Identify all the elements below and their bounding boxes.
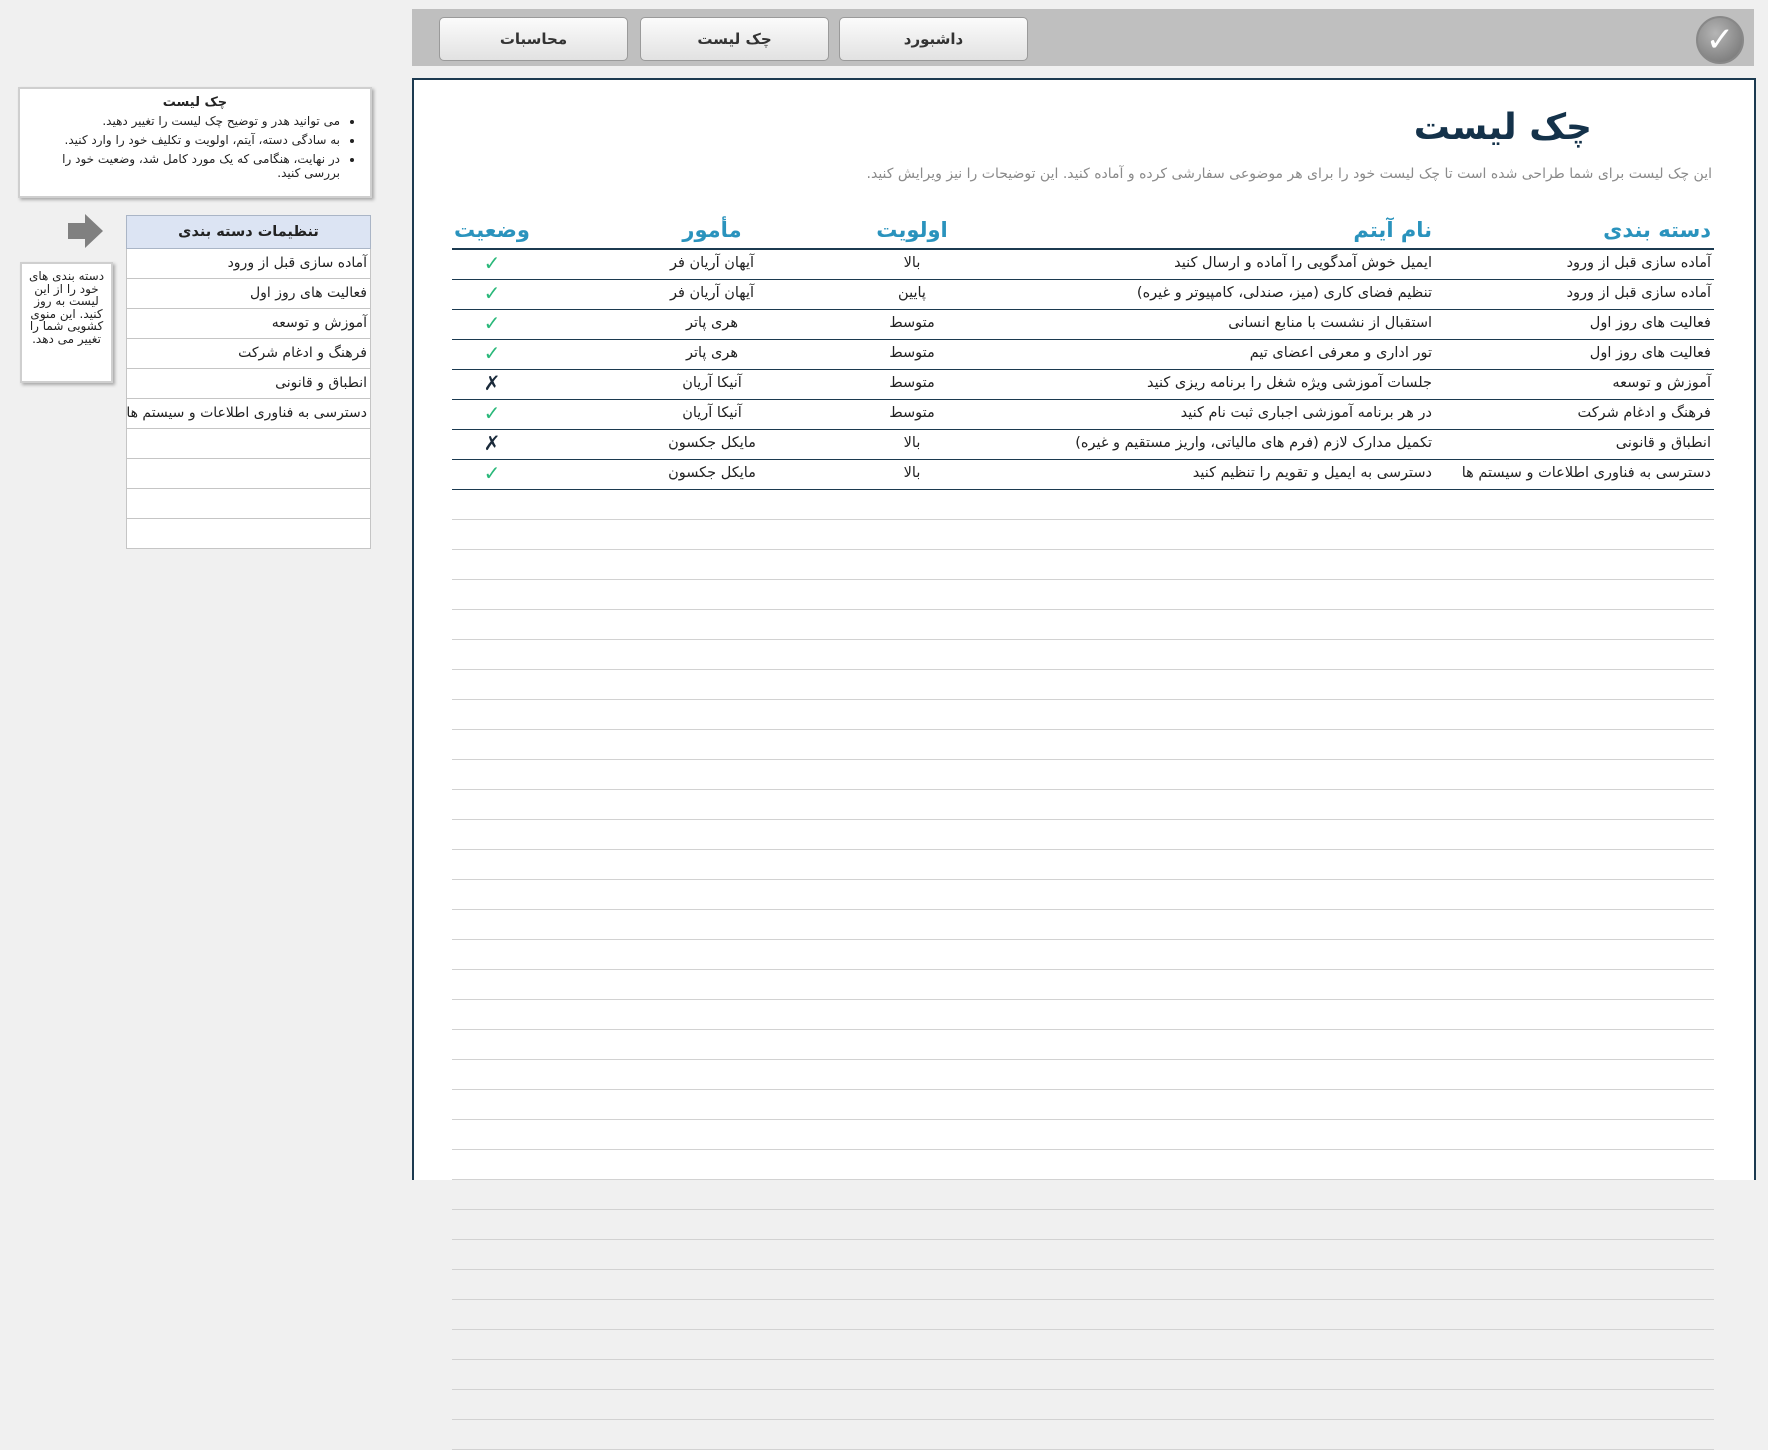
checklist-panel: [412, 78, 1756, 1180]
cell-owner[interactable]: آنیکا آریان: [682, 405, 742, 421]
cell-item[interactable]: تور اداری و معرفی اعضای تیم: [1249, 345, 1432, 361]
header-priority: اولویت: [876, 218, 948, 242]
cell-category[interactable]: آماده سازی قبل از ورود: [1566, 255, 1711, 271]
cell-owner[interactable]: مایکل جکسون: [668, 435, 756, 451]
cell-category[interactable]: آماده سازی قبل از ورود: [1566, 285, 1711, 301]
empty-row[interactable]: [452, 610, 1714, 640]
empty-row[interactable]: [452, 910, 1714, 940]
category-empty-item[interactable]: [126, 429, 371, 459]
cell-owner[interactable]: هری پاتر: [685, 315, 739, 331]
cell-category[interactable]: آموزش و توسعه: [1612, 375, 1711, 391]
empty-row[interactable]: [452, 550, 1714, 580]
checklist-button[interactable]: چک لیست: [640, 17, 829, 61]
empty-row[interactable]: [452, 1420, 1714, 1450]
category-note: دسته بندی های خود را از این لیست به روز کنید. این منوی کشویی شما را تغییر می دهد.: [20, 262, 113, 383]
check-icon[interactable]: ✓: [483, 251, 501, 275]
page-description: این چک لیست برای شما طراحی شده است تا چک لیست خود را برای هر موضوعی سفارشی کرده و آماده کنید. این توضیحات را نیز ویرایش کنید.: [866, 166, 1712, 182]
empty-row[interactable]: [452, 940, 1714, 970]
table-row[interactable]: [452, 310, 1714, 340]
empty-row[interactable]: [452, 880, 1714, 910]
category-empty-item[interactable]: [126, 459, 371, 489]
cell-item[interactable]: استقبال از نشست با منابع انسانی: [1228, 315, 1432, 331]
empty-row[interactable]: [452, 520, 1714, 550]
empty-row[interactable]: [452, 1060, 1714, 1090]
empty-row[interactable]: [452, 580, 1714, 610]
cell-item[interactable]: در هر برنامه آموزشی اجباری ثبت نام کنید: [1180, 405, 1432, 421]
cell-priority[interactable]: بالا: [903, 465, 921, 481]
table-row[interactable]: [452, 460, 1714, 490]
empty-row[interactable]: [452, 1030, 1714, 1060]
category-settings-title: تنظیمات دسته بندی: [126, 215, 371, 249]
check-icon[interactable]: ✓: [483, 401, 501, 425]
cell-priority[interactable]: پایین: [898, 285, 926, 301]
table-row[interactable]: [452, 370, 1714, 400]
category-empty-item[interactable]: [126, 489, 371, 519]
cell-priority[interactable]: متوسط: [889, 375, 935, 391]
category-empty-item[interactable]: [126, 519, 371, 549]
instruction-item: • در نهایت، هنگامی که یک مورد کامل شد، وضعیت خود را بررسی کنید.: [32, 152, 340, 180]
category-item[interactable]: آماده سازی قبل از ورود: [126, 249, 371, 279]
category-item[interactable]: فعالیت های روز اول: [126, 279, 371, 309]
cell-item[interactable]: تنظیم فضای کاری (میز، صندلی، کامپیوتر و غیره): [1136, 285, 1432, 301]
category-item[interactable]: انطباق و قانونی: [126, 369, 371, 399]
empty-row[interactable]: [452, 490, 1714, 520]
cell-priority[interactable]: بالا: [903, 435, 921, 451]
check-circle-icon: ✓: [1696, 16, 1744, 64]
check-icon[interactable]: ✓: [483, 461, 501, 485]
cell-priority[interactable]: متوسط: [889, 315, 935, 331]
instruction-item: • می توانید هدر و توضیح چک لیست را تغییر دهید.: [32, 114, 340, 128]
empty-row[interactable]: [452, 850, 1714, 880]
top-nav-bar: [412, 9, 1754, 66]
empty-row[interactable]: [452, 700, 1714, 730]
cell-category[interactable]: فعالیت های روز اول: [1589, 315, 1711, 331]
cell-item[interactable]: جلسات آموزشی ویژه شغل را برنامه ریزی کنید: [1146, 375, 1432, 391]
category-item[interactable]: آموزش و توسعه: [126, 309, 371, 339]
table-row[interactable]: [452, 430, 1714, 460]
cell-owner[interactable]: مایکل جکسون: [668, 465, 756, 481]
instructions-title: چک لیست: [162, 95, 228, 110]
empty-row[interactable]: [452, 730, 1714, 760]
empty-row[interactable]: [452, 1090, 1714, 1120]
page-title: چک لیست: [1413, 107, 1592, 148]
header-status: وضعیت: [453, 218, 530, 242]
cell-owner[interactable]: آنیکا آریان: [682, 375, 742, 391]
cell-category[interactable]: فرهنگ و ادغام شرکت: [1577, 405, 1711, 421]
table-row[interactable]: [452, 250, 1714, 280]
table-row[interactable]: [452, 280, 1714, 310]
instruction-item: • به سادگی دسته، آیتم، اولویت و تکلیف خود را وارد کنید.: [32, 133, 340, 147]
cell-category[interactable]: انطباق و قانونی: [1615, 435, 1711, 451]
instructions-list: [20, 114, 370, 180]
checklist-table: [452, 218, 1714, 1450]
empty-row[interactable]: [452, 1120, 1714, 1150]
cell-priority[interactable]: بالا: [903, 255, 921, 271]
cell-owner[interactable]: هری پاتر: [685, 345, 739, 361]
cell-category[interactable]: فعالیت های روز اول: [1589, 345, 1711, 361]
dashboard-button[interactable]: داشبورد: [839, 17, 1028, 61]
table-row[interactable]: [452, 400, 1714, 430]
empty-row[interactable]: [452, 790, 1714, 820]
empty-row[interactable]: [452, 640, 1714, 670]
check-icon[interactable]: ✓: [483, 281, 501, 305]
category-item[interactable]: فرهنگ و ادغام شرکت: [126, 339, 371, 369]
cell-item[interactable]: تکمیل مدارک لازم (فرم های مالیاتی، واریز مستقیم و غیره): [1075, 435, 1432, 451]
empty-row[interactable]: [452, 670, 1714, 700]
category-settings-panel: [126, 215, 371, 549]
empty-row[interactable]: [452, 1180, 1714, 1210]
empty-row[interactable]: [452, 1390, 1714, 1420]
cell-item[interactable]: دسترسی به ایمیل و تقویم را تنظیم کنید: [1192, 465, 1432, 481]
empty-row[interactable]: [452, 1240, 1714, 1270]
empty-row[interactable]: [452, 1000, 1714, 1030]
cell-priority[interactable]: متوسط: [889, 405, 935, 421]
category-item[interactable]: دسترسی به فناوری اطلاعات و سیستم ها: [126, 399, 371, 429]
check-icon[interactable]: ✓: [483, 311, 501, 335]
check-icon[interactable]: ✓: [483, 341, 501, 365]
empty-row[interactable]: [452, 1300, 1714, 1330]
cell-category[interactable]: دسترسی به فناوری اطلاعات و سیستم ها: [1461, 465, 1711, 481]
cross-icon[interactable]: ✗: [483, 371, 501, 395]
cell-owner[interactable]: آیهان آریان فر: [669, 285, 755, 301]
empty-row[interactable]: [452, 1210, 1714, 1240]
cell-item[interactable]: ایمیل خوش آمدگویی را آماده و ارسال کنید: [1174, 255, 1432, 271]
cell-priority[interactable]: متوسط: [889, 345, 935, 361]
empty-row[interactable]: [452, 1330, 1714, 1360]
empty-row[interactable]: [452, 1270, 1714, 1300]
table-row[interactable]: [452, 340, 1714, 370]
header-category: دسته بندی: [1603, 218, 1711, 242]
header-owner: مأمور: [682, 218, 742, 242]
cross-icon[interactable]: ✗: [483, 431, 501, 455]
arrow-right-icon: [68, 213, 104, 249]
header-item: نام آیتم: [1353, 218, 1432, 242]
empty-row[interactable]: [452, 760, 1714, 790]
empty-row[interactable]: [452, 1360, 1714, 1390]
cell-owner[interactable]: آیهان آریان فر: [669, 255, 755, 271]
empty-row[interactable]: [452, 820, 1714, 850]
instructions-box: [18, 87, 372, 198]
calculations-button[interactable]: محاسبات: [439, 17, 628, 61]
table-header: [452, 218, 1714, 250]
empty-row[interactable]: [452, 970, 1714, 1000]
